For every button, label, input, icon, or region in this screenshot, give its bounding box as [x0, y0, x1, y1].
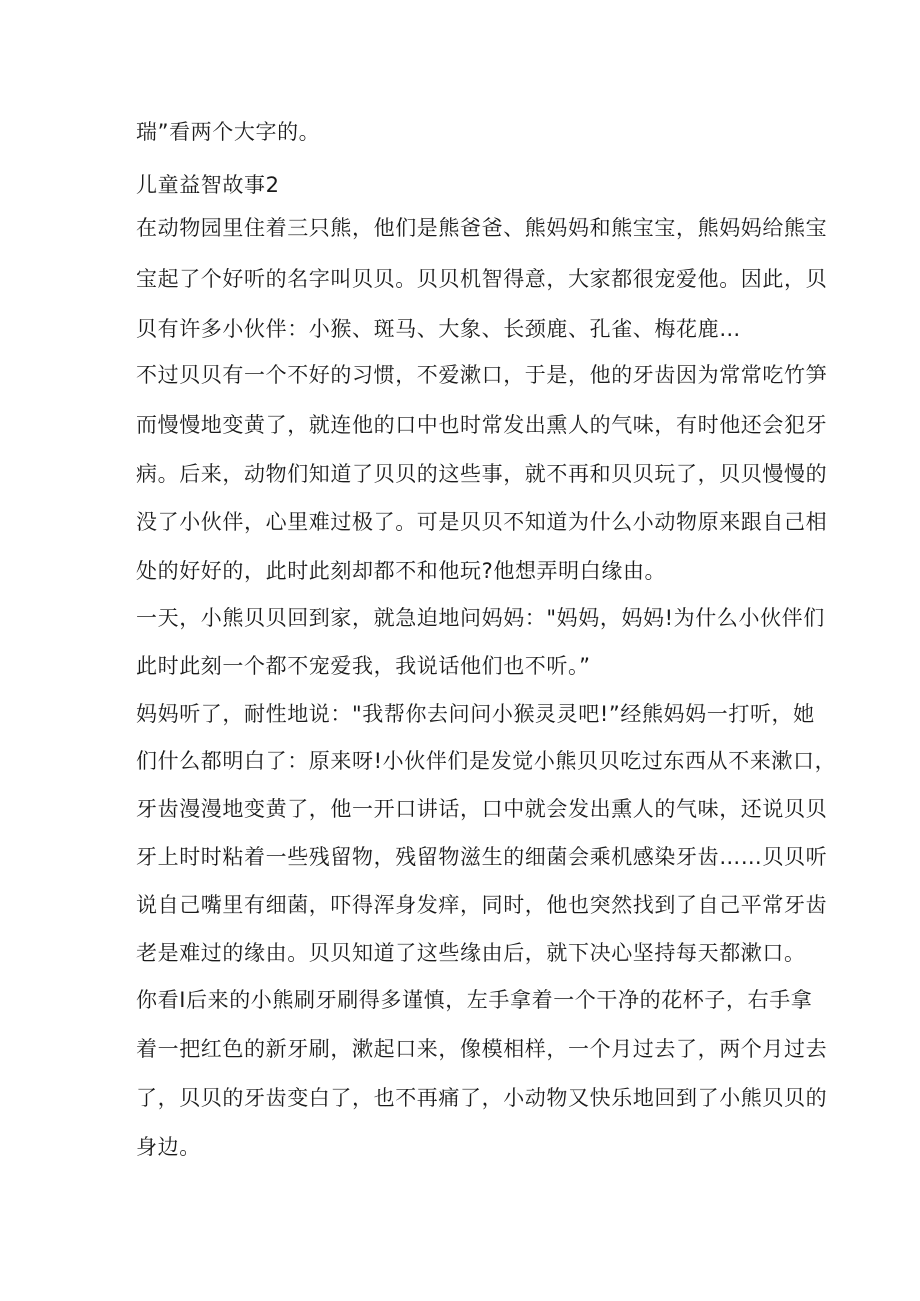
text-line: 牙齿漫漫地变黄了，他一开口讲话，口中就会发出熏人的气味，还说贝贝: [136, 797, 828, 821]
text-line: 牙上时时粘着一些残留物，残留物滋生的细菌会乘机感染牙齿……贝贝听: [136, 845, 828, 869]
text-line: 瑞”看两个大字的。: [136, 120, 321, 144]
text-line: 说自己嘴里有细菌，吓得浑身发痒，同时，他也突然找到了自己平常牙齿: [136, 893, 828, 917]
text-line: 此时此刻一个都不宠爱我，我说话他们也不听。”: [136, 654, 591, 678]
text-line: 处的好好的，此时此刻却都不和他玩?他想弄明白缘由。: [136, 559, 667, 583]
text-line: 你看I后来的小熊刷牙刷得多谨慎，左手拿着一个干净的花杯子，右手拿: [136, 988, 813, 1012]
text-line: 们什么都明白了：原来呀!小伙伴们是发觉小熊贝贝吃过东西从不来漱口，: [136, 749, 837, 773]
text-line: 老是难过的缘由。贝贝知道了这些缘由后，就下决心坚持每天都漱口。: [136, 941, 806, 965]
heading-line: 儿童益智故事2: [136, 173, 280, 197]
text-line: 身边。: [136, 1135, 201, 1159]
text-line: 宝起了个好听的名字叫贝贝。贝贝机智得意，大家都很宠爱他。因此，贝: [136, 267, 828, 291]
text-line: 了，贝贝的牙齿变白了，也不再痛了，小动物又快乐地回到了小熊贝贝的: [136, 1086, 828, 1110]
text-line: 病。后来，动物们知道了贝贝的这些事，就不再和贝贝玩了，贝贝慢慢的: [136, 462, 828, 486]
text-line: 一天，小熊贝贝回到家，就急迫地问妈妈："妈妈，妈妈!为什么小伙伴们: [136, 606, 825, 630]
text-line: 妈妈听了，耐性地说："我帮你去问问小猴灵灵吧!”经熊妈妈一打听，她: [136, 702, 815, 726]
text-line: 着一把红色的新牙刷，漱起口来，像模相样，一个月过去了，两个月过去: [136, 1037, 828, 1061]
text-line: 在动物园里住着三只熊，他们是熊爸爸、熊妈妈和熊宝宝，熊妈妈给熊宝: [136, 216, 828, 240]
text-line: 而慢慢地变黄了，就连他的口中也时常发出熏人的气味，有时他还会犯牙: [136, 413, 828, 437]
text-line: 不过贝贝有一个不好的习惯，不爱漱口，于是，他的牙齿因为常常吃竹笋: [136, 363, 828, 387]
text-line: 没了小伙伴，心里难过极了。可是贝贝不知道为什么小动物原来跟自己相: [136, 510, 828, 534]
text-line: 贝有许多小伙伴：小猴、斑马、大象、长颈鹿、孔雀、梅花鹿…: [136, 317, 741, 341]
